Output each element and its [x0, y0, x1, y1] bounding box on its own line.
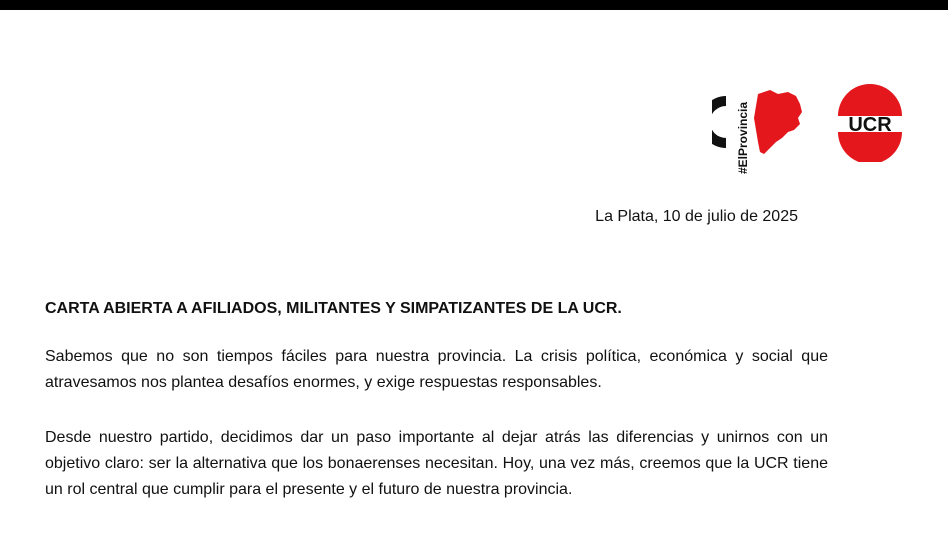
- letter-heading: CARTA ABIERTA A AFILIADOS, MILITANTES Y SIMPATIZANTES DE LA UCR.: [45, 300, 622, 317]
- letter-paragraph: Desde nuestro partido, decidimos dar un paso importante al dejar atrás las diferencias y unirnos con un objetivo claro: ser la alternativa que los bonaerenses necesitan. Hoy, una vez más, creemos que la UCR tiene un rol central que cumplir para el presente y el futuro de nuestra provincia.: [45, 429, 828, 498]
- ucr-top-red-arc: [838, 84, 902, 116]
- province-map-shape: [754, 90, 802, 154]
- black-arc-shape: [712, 96, 726, 148]
- el-provincia-logo: [712, 72, 812, 182]
- top-black-bar: [0, 0, 948, 10]
- letter-paragraph: Sabemos que no son tiempos fáciles para nuestra provincia. La crisis política, económica y social que atravesamos nos plantea desafíos enormes, y exige respuestas responsables.: [45, 348, 828, 391]
- ucr-logo: [834, 82, 906, 162]
- ucr-bottom-red-arc: [838, 132, 902, 162]
- ucr-logo-text: UCR: [848, 114, 892, 136]
- letter-date: La Plata, 10 de julio de 2025: [595, 208, 798, 225]
- provincia-hashtag-text: #ElProvincia: [736, 101, 750, 174]
